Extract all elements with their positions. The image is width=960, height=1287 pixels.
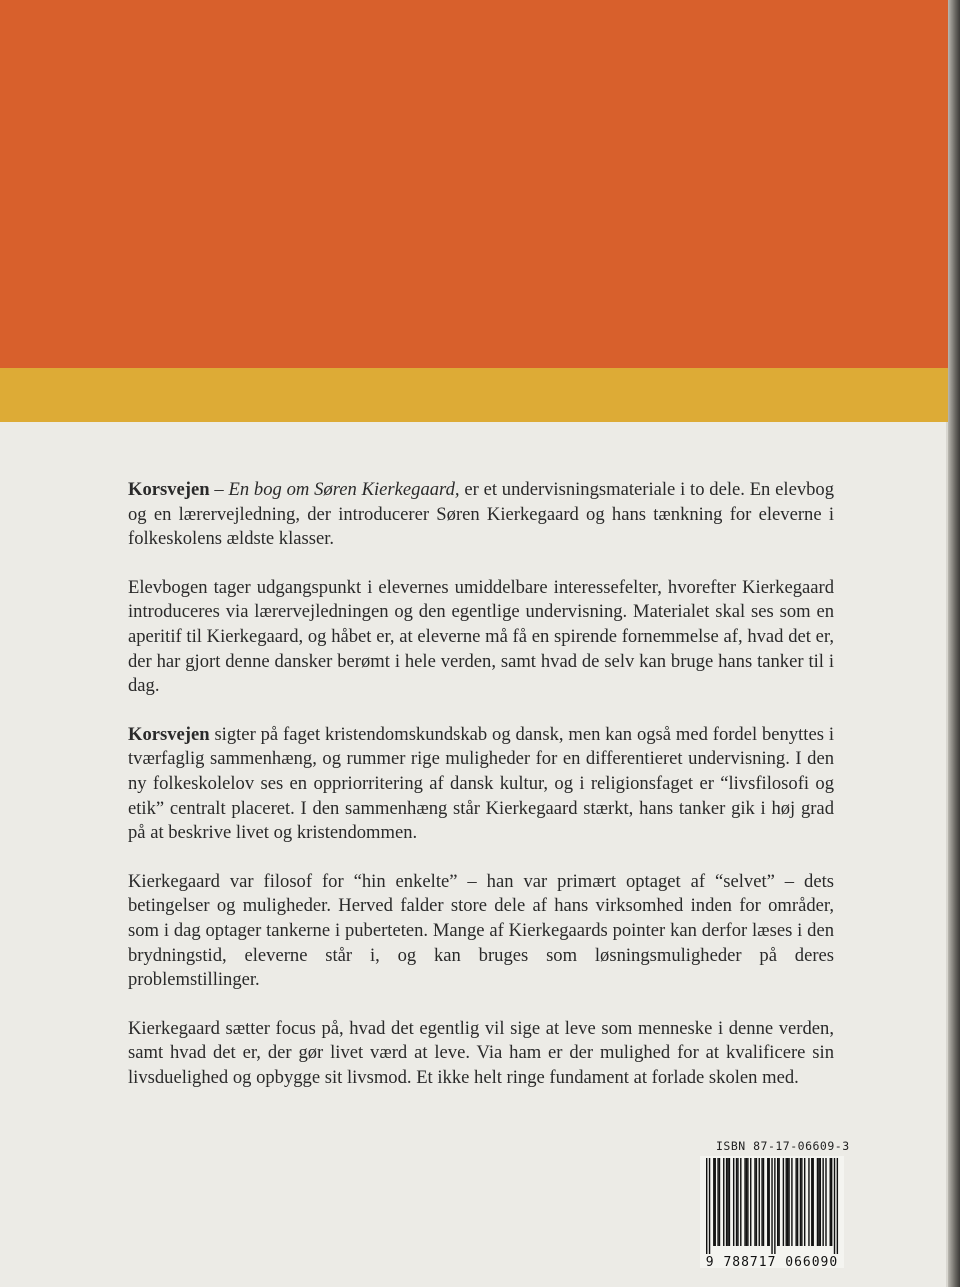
barcode-bar <box>709 1158 710 1254</box>
barcode-bar <box>736 1158 737 1246</box>
title-bold-2: Korsvejen <box>128 723 210 745</box>
barcode-bar <box>768 1158 769 1246</box>
barcode-bar <box>756 1158 757 1246</box>
barcode-bar <box>778 1158 779 1246</box>
barcode-bar <box>723 1158 724 1246</box>
paragraph-3 <box>128 723 834 846</box>
barcode-bar <box>818 1158 819 1246</box>
barcode-bar <box>787 1158 788 1246</box>
barcode-bar <box>811 1158 812 1246</box>
barcode-bar <box>777 1158 778 1246</box>
paragraph-2: Elevbogen tager udgangspunkt i elevernes umiddelbare interessefelter, hvorefter Kierkegaard introduceres via lærervejledningen og den egentlige undervisning. Materialet skal ses som en aperitif til Kierkegaard, og håbet er, at eleverne må få en spirende fornemmelse af, hvad det er, der har gjort denne dansker berømt i hele verden, samt hvad de selv kan bruge hans tanker til i dag. <box>128 576 834 697</box>
barcode-bar <box>791 1158 792 1246</box>
barcode-bar <box>750 1158 751 1246</box>
barcode-bar <box>783 1158 784 1246</box>
barcode-bar <box>801 1158 802 1246</box>
barcode-bar <box>733 1158 734 1246</box>
barcode-bar <box>754 1158 755 1246</box>
barcode-bar <box>804 1158 805 1246</box>
subtitle-italic: En bog om Søren Kierkegaard, <box>228 479 460 500</box>
barcode-bar <box>771 1158 772 1254</box>
barcode-bar <box>713 1158 714 1246</box>
title-dash: – <box>209 479 229 500</box>
barcode-bar <box>747 1158 748 1246</box>
paragraph-1 <box>128 478 834 552</box>
barcode-bar <box>719 1158 720 1246</box>
paragraph-4: Kierkegaard var filosof for “hin enkelte” – han var primært optaget af “selvet” – dets betingelser og muligheder. Herved falder store dele af hans virksomhed inden for områder, som i dag optager tankerne i puberteten. Mange af Kierkegaards pointer kan derfor læses i den brydningstid, eleverne står i, og kan bruges som løsningsmuligheder på deres problemstillinger. <box>128 870 834 991</box>
barcode-bar <box>767 1158 768 1246</box>
barcode-bar <box>813 1158 814 1246</box>
barcode-bar <box>727 1158 728 1246</box>
barcode-bar <box>746 1158 747 1246</box>
barcode-bar <box>726 1158 727 1246</box>
barcode-bar <box>761 1158 762 1246</box>
barcode-bars <box>700 1156 844 1254</box>
barcode-bar <box>737 1158 738 1246</box>
blurb-text <box>128 478 834 1114</box>
barcode-bar <box>717 1158 718 1246</box>
barcode-bar <box>774 1158 775 1254</box>
paragraph-1-rest: er et undervisningsmateriale i to dele. En elevbog og en lærervejledning, der introducerer Søren Kierkegaard og hans tænkning for eleverne i folkeskolens ældste klasser. <box>128 479 835 550</box>
barcode-bar <box>744 1158 745 1246</box>
isbn-label: ISBN 87-17-06609-3 <box>716 1139 850 1153</box>
barcode-bar <box>831 1158 832 1246</box>
title-bold: Korsvejen <box>128 479 210 500</box>
barcode-bar <box>817 1158 818 1246</box>
barcode-bar <box>795 1158 796 1246</box>
barcode-bar <box>759 1158 760 1246</box>
barcode-bar <box>834 1158 835 1254</box>
barcode <box>700 1156 844 1268</box>
barcode-bar <box>822 1158 823 1246</box>
barcode-bar <box>797 1158 798 1246</box>
barcode-bar <box>740 1158 741 1246</box>
barcode-bar <box>837 1158 838 1254</box>
barcode-bar <box>788 1158 789 1246</box>
barcode-bar <box>830 1158 831 1246</box>
barcode-bar <box>729 1158 730 1246</box>
barcode-bar <box>763 1158 764 1246</box>
barcode-bar <box>715 1158 716 1246</box>
barcode-bar <box>706 1158 707 1254</box>
paragraph-5: Kierkegaard sætter focus på, hvad det egentlig vil sige at leve som menneske i denne verden, samt hvad det er, der gør livet værd at leve. Via ham er der mulighed for at kvalificere sin livsduelighed og opbygge sit livsmod. Et ikke helt ringe fundament at forlade skolen med. <box>128 1017 834 1088</box>
barcode-number: 9 788717 066090 <box>705 1255 839 1270</box>
yellow-band <box>0 368 948 422</box>
barcode-bar <box>808 1158 809 1246</box>
barcode-bar <box>820 1158 821 1246</box>
barcode-bar <box>825 1158 826 1246</box>
barcode-bar <box>786 1158 787 1246</box>
paragraph-3-rest: sigter på faget kristendomskundskab og dansk, men kan også med fordel benyttes i tværfaglig sammenhæng, og rummer rige muligheder for en differentieret undervisning. I den ny folkeskolelov ses en oppriorritering af dansk kultur, og i religionsfaget er “livsfilosofi og etik” centralt placeret. I den sammenhæng står Kierkegaard stærkt, hans tanker gik i høj grad på at beskrive livet og kristendommen. <box>128 723 834 844</box>
barcode-bar <box>800 1158 801 1246</box>
page-edge-shadow <box>948 0 960 1287</box>
orange-band <box>0 0 948 368</box>
